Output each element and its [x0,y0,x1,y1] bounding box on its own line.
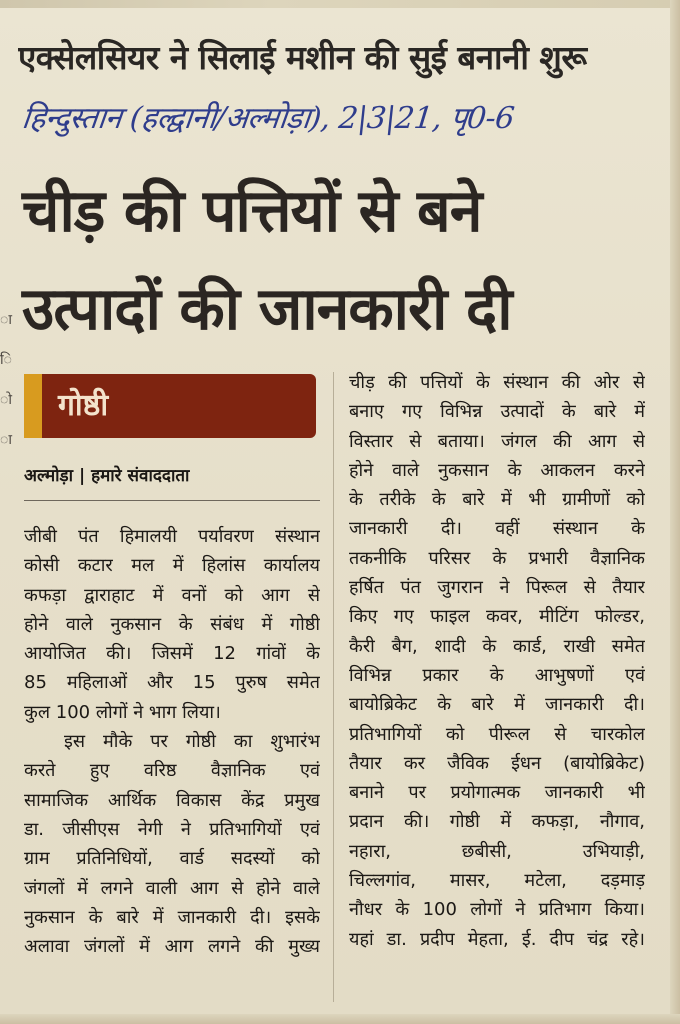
text-line: 85 महिलाओं और 15 पुरुष समेत [24,672,320,694]
headline-line-1: चीड़ की पत्तियों से बने [22,176,482,245]
text-line: किए गए फाइल कवर, मीटिंग फोल्डर, [349,606,645,628]
text-line: तकनीकि परिसर के प्रभारी वैज्ञानिक [349,547,645,569]
margin-mark: ा [0,312,12,328]
text-line: चीड़ की पत्तियों के संस्थान की ओर से [349,372,645,393]
text-line: कफड़ा द्वाराहाट में वनों को आग से [24,584,320,606]
article-headline [22,162,672,358]
article-column-right [349,368,645,954]
text-line: नहारा, छबीसी, उभियाड़ी, [349,840,645,862]
text-line: चिल्लगांव, मासर, मटेला, दड़माड़ [349,870,645,892]
text-line: जानकारी दी। वहीं संस्थान के [349,518,645,540]
text-line: आयोजित की। जिसमें 12 गांवों के [24,643,320,665]
handwritten-source-note: हिन्दुस्तान (हल्द्वानी/अल्मोड़ा), 2|3|21, पृ0-6 [20,101,516,136]
paper-edge-right [670,0,680,1024]
text-line: विभिन्न प्रकार के आभुषणों एवं [349,664,645,686]
byline: अल्मोड़ा | हमारे संवाददाता [24,466,190,486]
text-line: तैयार कर जैविक ईधन (बायोब्रिकेट) [349,752,645,774]
text-line: विस्तार से बताया। जंगल की आग से [349,430,645,452]
column-divider [333,372,334,1002]
text-line: जीबी पंत हिमालयी पर्यावरण संस्थान [24,526,320,547]
text-line: प्रतिभागियों को पीरूल से चारकोल [349,723,645,745]
paper-edge-top [0,0,680,8]
text-line: नौधर के 100 लोगों ने प्रतिभाग किया। [349,899,645,921]
text-line: करते हुए वरिष्ठ वैज्ञानिक एवं [24,760,320,782]
margin-mark: ो [0,392,12,408]
text-line: बनाए गए विभिन्न उत्पादों के बारे में [349,401,645,423]
section-banner [24,374,316,438]
text-line: जंगलों में लगने वाली आग से होने वाले [24,877,320,899]
text-line: होने वाले नुकसान के संबंध में गोष्ठी [24,613,320,635]
text-line: प्रदान की। गोष्ठी में कफड़ा, नौगाव, [349,811,645,833]
left-margin-cutoff-text [0,300,12,480]
byline-divider [24,500,320,501]
text-line: नुकसान के बारे में जानकारी दी। इसके [24,906,320,928]
text-line: यहां डा. प्रदीप मेहता, ई. दीप चंद्र रहे। [349,928,645,950]
text-line: अलावा जंगलों में आग लगने की मुख्य [24,936,320,958]
paper-edge-bottom [0,1014,680,1024]
headline-line-2: उत्पादों की जानकारी दी [22,274,512,343]
text-line: डा. जीसीएस नेगी ने प्रतिभागियों एवं [24,818,320,840]
text-line: के तरीके के बारे में भी ग्रामीणों को [349,489,645,511]
text-line: कोसी कटार मल में हिलांस कार्यालय [24,555,320,577]
text-line: सामाजिक आर्थिक विकास केंद्र प्रमुख [24,789,320,811]
text-line: इस मौके पर गोष्ठी का शुभारंभ [64,731,320,753]
text-line: कैरी बैग, शादी के कार्ड, राखी समेत [349,635,645,657]
banner-accent-stripe [24,374,42,438]
text-line: कुल 100 लोगों ने भाग लिया। [24,701,221,723]
text-line: हर्षित पंत जुगरान ने पिरूल से तैयार [349,577,645,599]
section-label: गोष्ठी [58,388,109,423]
margin-mark: ा [0,432,12,448]
previous-article-headline: एक्सेलसियर ने सिलाई मशीन की सुई बनानी शुरू [18,38,587,77]
text-line: होने वाले नुकसान के आकलन करने [349,459,645,481]
margin-mark: ि [0,352,12,368]
text-line: ग्राम प्रतिनिधियों, वार्ड सदस्यों को [24,848,320,870]
text-line: बायोब्रिकेट के बारे में जानकारी दी। [349,694,645,716]
article-column-left [24,522,320,961]
text-line: बनाने पर प्रयोगात्मक जानकारी भी [349,782,645,804]
